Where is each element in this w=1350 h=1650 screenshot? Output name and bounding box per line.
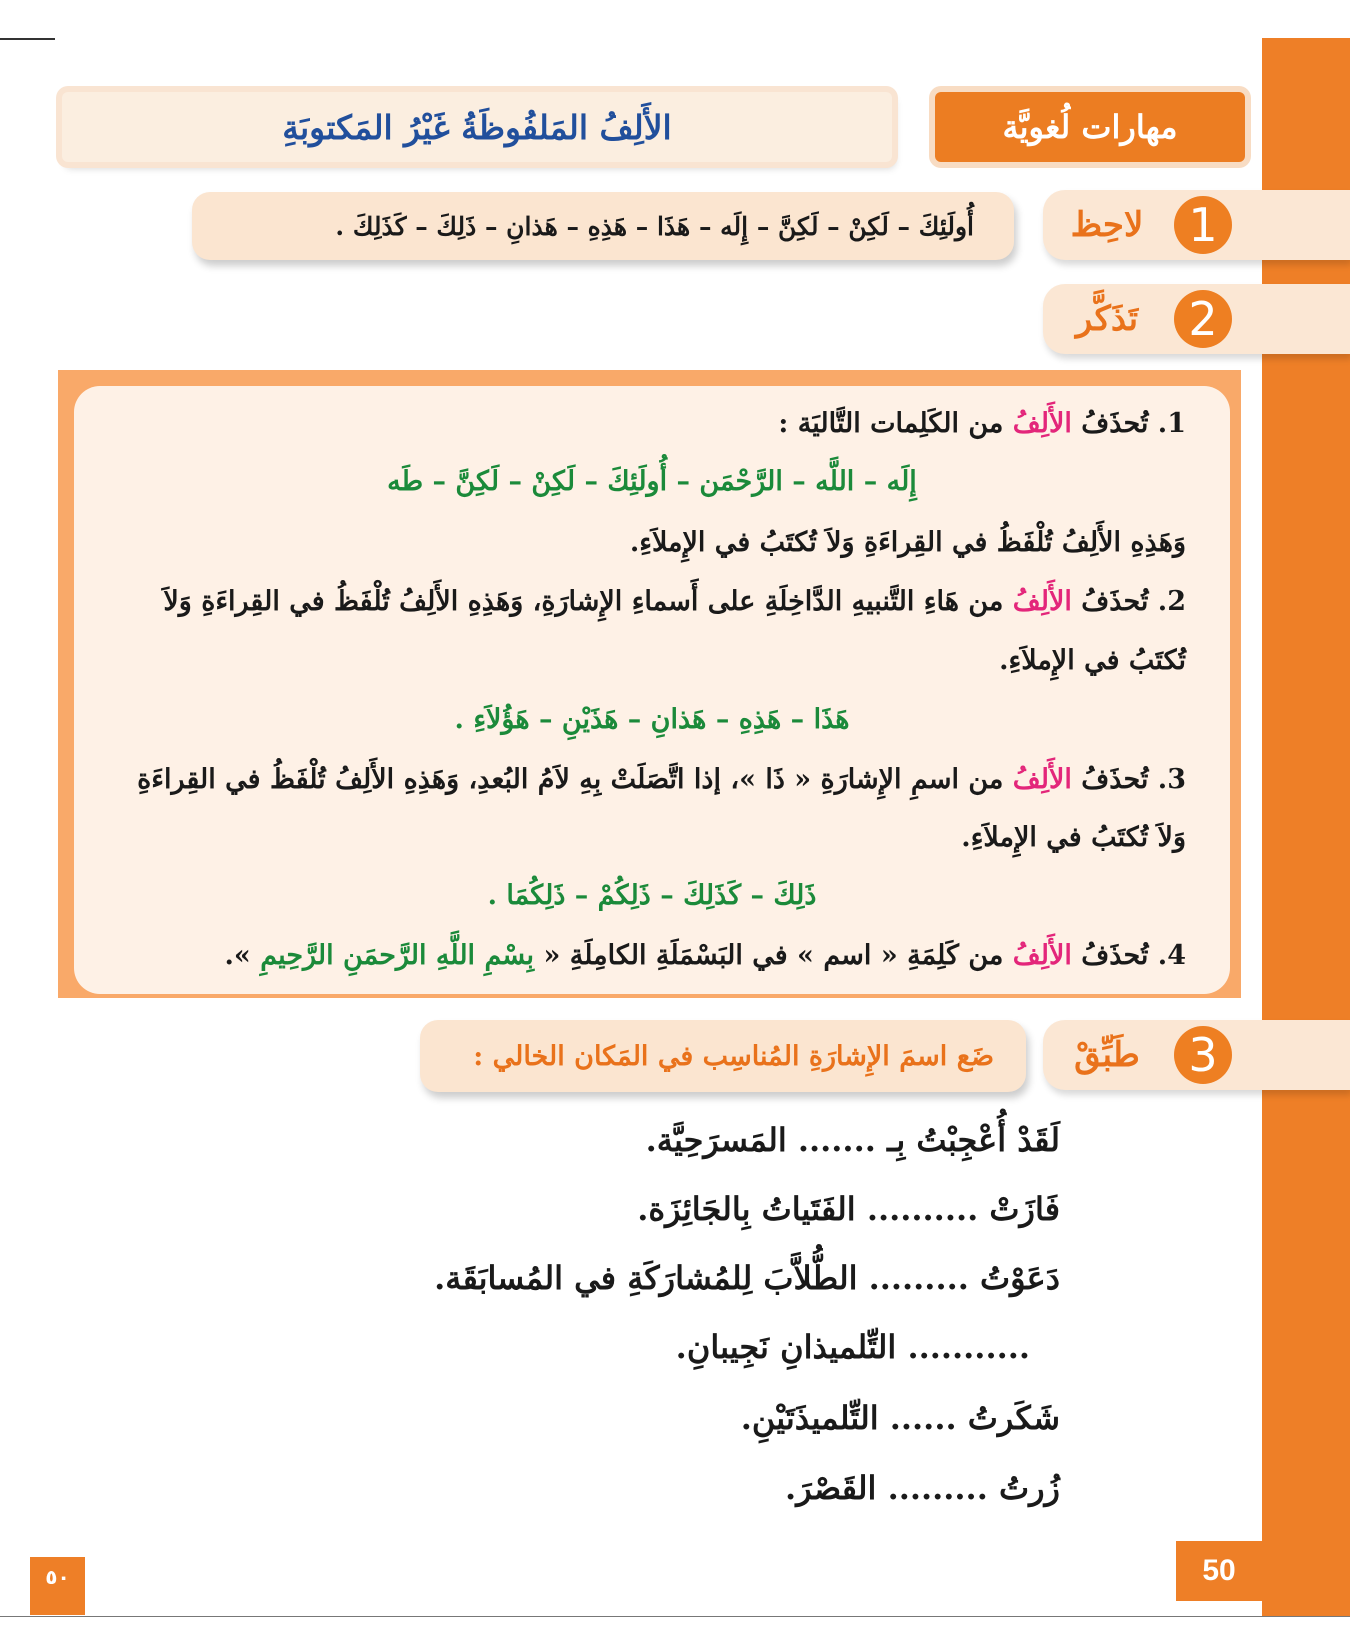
exercise-5: شَكَرتُ ...... التِّلميذَتَيْنِ. [740, 1399, 1060, 1437]
rule-2-examples: هَذَا – هَذِهِ – هَذانِ – هَذَيْنِ – هَؤُلاَءِ . [454, 704, 850, 735]
exercise-1: لَقَدْ أُعْجِبْتُ بِـ ....... المَسرَحِيَّة. [645, 1121, 1060, 1159]
page-number-arabic: ٥٠ [30, 1557, 85, 1615]
section-number: 3 [1174, 1026, 1232, 1084]
rule-4: 4. تُحذَفُ الأَلِفُ من كَلِمَةِ « اسم » في البَسْمَلَةِ الكامِلَةِ « بِسْمِ اللَّهِ الرَّحمَنِ الرَّحِيمِ ». [224, 940, 1186, 971]
skills-badge: مهارات لُغويَّة [935, 92, 1245, 162]
section-remember-tab [1043, 284, 1350, 354]
rule-3-examples: ذَلِكَ – كَذَلِكَ – ذَلِكُمْ – ذَلِكُمَا . [487, 880, 817, 911]
apply-instruction: ضَع اسمَ الإِشارَةِ المُناسِب في المَكان الخالي : [420, 1020, 1026, 1092]
rule-2-continued: تُكتَبُ في الإِملاَءِ. [999, 645, 1186, 676]
exercise-3: دَعَوْتُ ......... الطُّلاَّبَ لِلمُشارَكَةِ في المُسابَقَة. [434, 1259, 1060, 1297]
exercise-6: زُرتُ ......... القَصْرَ. [785, 1469, 1060, 1507]
lesson-title: الأَلِفُ المَلفُوظَةُ غَيْرُ المَكتوبَةِ [62, 92, 892, 162]
section-label: لاحِظ [1070, 205, 1144, 245]
bottom-rule [0, 1616, 1350, 1617]
exercise-4: ........... التِّلميذانِ نَجِيبانِ. [675, 1328, 1030, 1366]
section-apply-tab [1043, 1020, 1350, 1090]
section-number: 2 [1174, 290, 1232, 348]
exercise-2: فَازَتْ .......... الفَتَياتُ بِالجَائِزَة. [637, 1190, 1060, 1228]
section-label: طَبِّقْ [1074, 1035, 1140, 1075]
section-number: 1 [1174, 196, 1232, 254]
page-number: 50 [1176, 1541, 1262, 1601]
notice-words: أُولَئِكَ – لَكِنْ – لَكِنَّ – إِلَه – هَذَا – هَذِهِ – هَذانِ – ذَلِكَ – كَذَلِكَ . [192, 192, 1014, 260]
rule-3-continued: وَلاَ تُكتَبُ في الإِملاَءِ. [961, 822, 1186, 853]
section-notice-tab [1043, 190, 1350, 260]
rule-1-examples: إِلَه – اللَّه – الرَّحْمَن – أُولَئِكَ – لَكِنْ – لَكِنَّ – طَه [387, 466, 917, 497]
rule-2: 2. تُحذَفُ الأَلِفُ من هَاءِ التَّنبيهِ الدَّاخِلَةِ على أَسماءِ الإِشارَةِ، وَهَذِهِ الأَلِفُ تُلْفَظُ في القِراءَةِ وَلاَ [163, 586, 1186, 617]
rule-1-note: وَهَذِهِ الأَلِفُ تُلْفَظُ في القِراءَةِ وَلاَ تُكتَبُ في الإِملاَءِ. [629, 527, 1186, 558]
rule-3: 3. تُحذَفُ الأَلِفُ من اسمِ الإِشارَةِ « ذَا »، إذا اتَّصَلَتْ بِهِ لاَمُ البُعدِ، وَهَذِهِ الأَلِفُ تُلْفَظُ في القِراءَةِ [137, 764, 1186, 795]
top-rule-left [0, 38, 55, 40]
rule-1: 1. تُحذَفُ الأَلِفُ من الكَلِمات التَّاليَة : [778, 408, 1186, 439]
section-label: تَذَكَّر [1075, 299, 1139, 339]
side-color-bar [1262, 38, 1350, 1616]
